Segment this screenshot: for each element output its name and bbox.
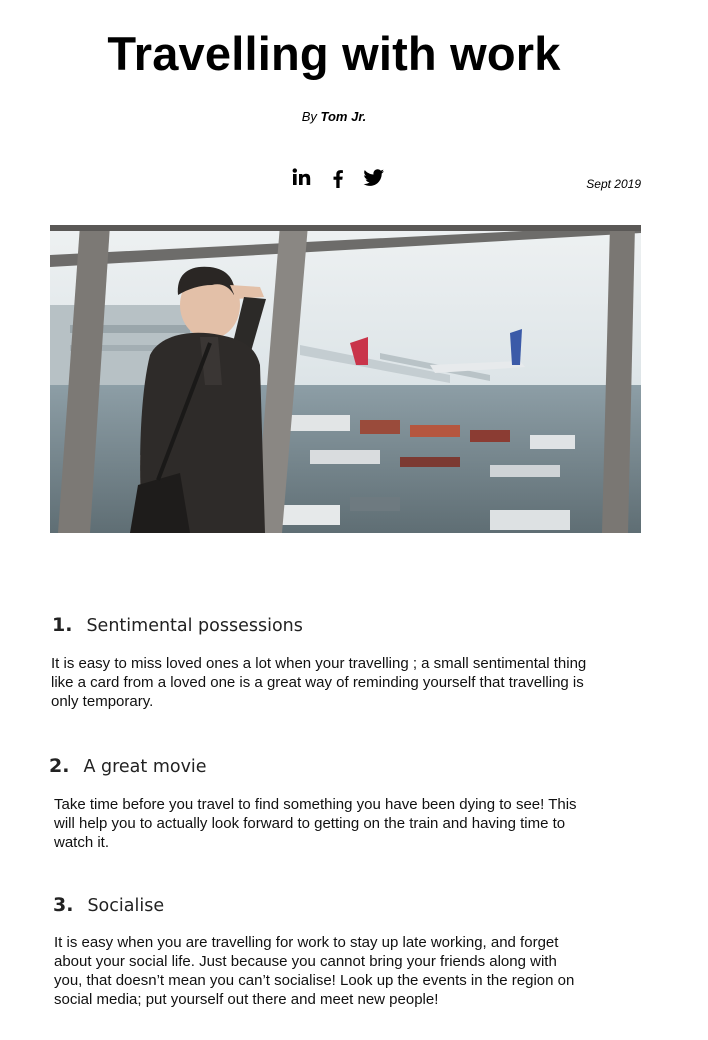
hero-image — [50, 225, 641, 533]
publish-date: Sept 2019 — [586, 177, 641, 191]
linkedin-icon[interactable] — [290, 166, 314, 190]
section-heading — [52, 614, 303, 636]
section-heading — [53, 894, 164, 916]
byline-prefix: By — [301, 109, 317, 124]
paragraph-line: It is easy to miss loved ones a lot when your travelling ; a small sentimental thing — [51, 655, 587, 672]
section-paragraph — [54, 933, 654, 1009]
section-paragraph — [54, 795, 654, 852]
byline — [0, 109, 668, 124]
paragraph-line: social media; put yourself out there and meet new people! — [54, 991, 439, 1008]
article-title: Travelling with work — [107, 27, 561, 80]
paragraph-line: It is easy when you are travelling for work to stay up late working, and forget — [54, 934, 559, 951]
section-number: 3. — [53, 894, 74, 916]
paragraph-line: watch it. — [54, 834, 110, 851]
section-title: Socialise — [87, 896, 165, 916]
paragraph-line: only temporary. — [51, 693, 154, 710]
section-number: 1. — [52, 614, 73, 636]
section-number: 2. — [49, 755, 70, 777]
twitter-icon[interactable] — [362, 166, 386, 190]
author-name: Tom Jr. — [320, 109, 367, 124]
section-title: A great movie — [83, 757, 207, 777]
paragraph-line: you, that doesn’t mean you can’t socialise! Look up the events in the region on — [54, 972, 575, 989]
section-paragraph — [51, 654, 651, 711]
section-title: Sentimental possessions — [86, 616, 303, 636]
paragraph-line: about your social life. Just because you cannot bring your friends along with — [54, 953, 557, 970]
section-heading — [49, 755, 207, 777]
social-links — [290, 166, 386, 190]
facebook-icon[interactable] — [326, 166, 350, 190]
paragraph-line: like a card from a loved one is a great way of reminding yourself that travelling is — [51, 674, 584, 691]
paragraph-line: will help you to actually look forward to getting on the train and having time to — [54, 815, 566, 832]
paragraph-line: Take time before you travel to find something you have been dying to see! This — [54, 796, 577, 813]
